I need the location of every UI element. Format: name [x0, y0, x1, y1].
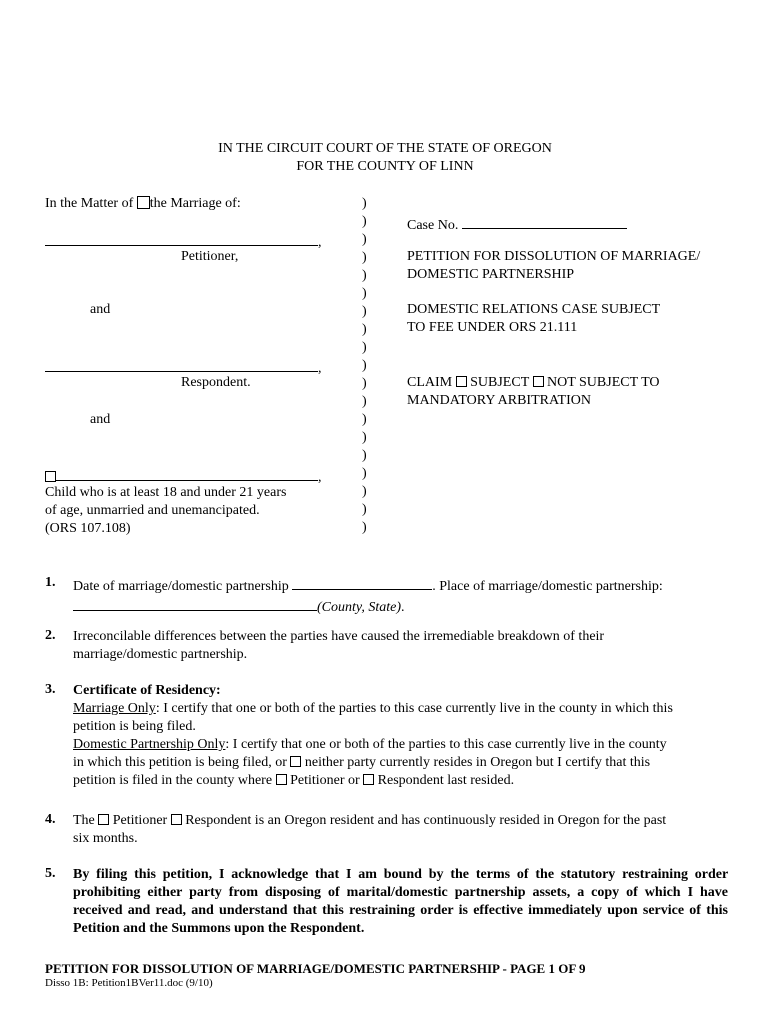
footer-doc-id: Disso 1B: Petition1BVer11.doc (9/10) [45, 977, 213, 989]
item-1-marriage-date: Date of marriage/domestic partnership . Place of marriage/domestic partnership: (County, State). [73, 575, 728, 617]
item-number-1: 1. [45, 575, 56, 590]
caption-paren: ) [362, 448, 367, 463]
item-number-2: 2. [45, 628, 56, 643]
caption-paren: ) [362, 286, 367, 301]
caption-paren: ) [362, 484, 367, 499]
footer-page-title: PETITION FOR DISSOLUTION OF MARRIAGE/DOMESTIC PARTNERSHIP - PAGE 1 OF 9 [45, 961, 586, 976]
arbitration-text: MANDATORY ARBITRATION [407, 393, 591, 408]
marriage-date-input[interactable] [292, 575, 432, 590]
petitioner-resided-checkbox[interactable] [276, 774, 287, 785]
child-desc-1: Child who is at least 18 and under 21 years [45, 485, 287, 500]
respondent-resided-checkbox[interactable] [363, 774, 374, 785]
caption-paren: ) [362, 412, 367, 427]
petitioner-label: Petitioner, [181, 249, 239, 264]
fee-text-2: TO FEE UNDER ORS 21.111 [407, 320, 578, 335]
caption-paren: ) [362, 214, 367, 229]
petitioner-name-line[interactable]: , [45, 231, 322, 251]
child-name-line[interactable]: , [45, 466, 322, 486]
matter-suffix: the Marriage of: [149, 196, 241, 211]
caption-paren: ) [362, 466, 367, 481]
caption-paren: ) [362, 196, 367, 211]
caption-paren: ) [362, 268, 367, 283]
item-4-oregon-resident: The Petitioner Respondent is an Oregon resident and has continuously resided in Oregon for the past six months. [73, 813, 667, 846]
matter-line [45, 196, 241, 212]
caption-paren: ) [362, 376, 367, 391]
item-number-4: 4. [45, 812, 56, 827]
subject-checkbox[interactable] [456, 376, 467, 387]
arbitration-claim-line: CLAIM SUBJECT NOT SUBJECT TO [407, 375, 660, 390]
caption-paren: ) [362, 502, 367, 517]
not-subject-checkbox[interactable] [533, 376, 544, 387]
child-desc-3: (ORS 107.108) [45, 521, 131, 536]
case-number-input[interactable] [462, 214, 627, 229]
item-5-restraining-order: By filing this petition, I acknowledge that I am bound by the terms of the statutory restraining order prohibiting either party from disposing of marital/domestic partnership assets, a copy of which I have received and read, and understand that this restraining order is effective immediately upon service of this Petition and the Summons upon the Respondent. [73, 867, 729, 936]
matter-prefix: In the Matter of [45, 196, 134, 211]
child-desc-2: of age, unmarried and unemancipated. [45, 503, 260, 518]
petition-title-1: PETITION FOR DISSOLUTION OF MARRIAGE/ [407, 249, 701, 264]
and-text-1: and [90, 302, 111, 317]
and-text-2: and [90, 412, 111, 427]
fee-text-1: DOMESTIC RELATIONS CASE SUBJECT [407, 302, 661, 317]
caption-paren: ) [362, 520, 367, 535]
county-name: FOR THE COUNTY OF LINN [296, 159, 474, 174]
item-3-residency: Certificate of Residency: Marriage Only: I certify that one or both of the parties to this case currently live in the county in which this petition is being filed. Domestic Partnership Only: I certify that one or both of the parties to this case currently live in the county in which this petition is being filed, or neither party currently resides in Oregon but I certify that this petition is filed in the county where Petitioner or Respondent last resided. [73, 683, 673, 788]
item-2-differences: Irreconcilable differences between the parties have caused the irremediable breakdown of their marriage/domestic partnership. [73, 629, 605, 662]
caption-paren: ) [362, 430, 367, 445]
court-name: IN THE CIRCUIT COURT OF THE STATE OF OREGON [218, 141, 552, 156]
marriage-place-input[interactable] [73, 596, 317, 611]
respondent-name-line[interactable]: , [45, 357, 322, 377]
marriage-checkbox[interactable] [137, 196, 150, 209]
neither-party-checkbox[interactable] [290, 756, 301, 767]
petition-title-2: DOMESTIC PARTNERSHIP [407, 267, 575, 282]
item-number-3: 3. [45, 682, 56, 697]
caption-paren: ) [362, 358, 367, 373]
respondent-resident-checkbox[interactable] [171, 814, 182, 825]
caption-paren: ) [362, 340, 367, 355]
respondent-label: Respondent. [181, 375, 251, 390]
child-checkbox[interactable] [45, 471, 56, 482]
case-number-field: Case No. [407, 214, 627, 234]
petitioner-resident-checkbox[interactable] [98, 814, 109, 825]
caption-paren: ) [362, 304, 367, 319]
caption-paren: ) [362, 232, 367, 247]
caption-paren: ) [362, 322, 367, 337]
caption-paren: ) [362, 250, 367, 265]
caption-paren: ) [362, 394, 367, 409]
item-number-5: 5. [45, 866, 56, 881]
